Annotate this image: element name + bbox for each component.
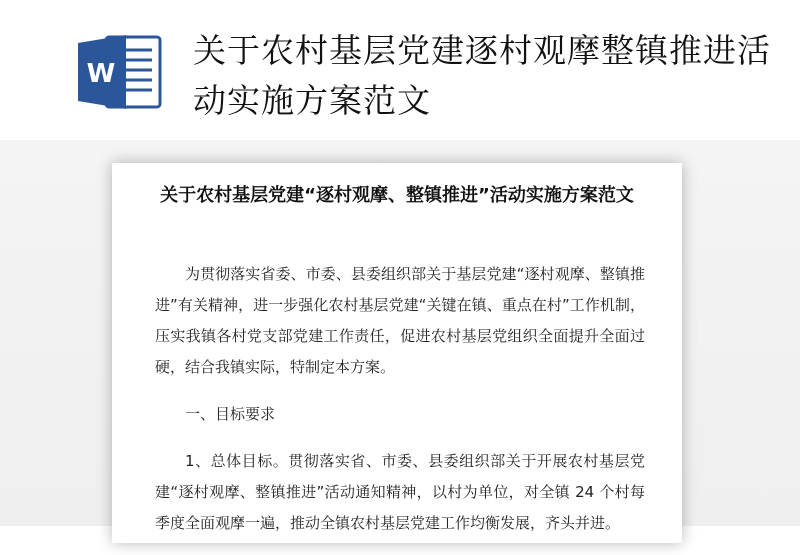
paragraph-intro: 为贯彻落实省委、市委、县委组织部关于基层党建“逐村观摩、整镇推进”有关精神，进一步强化农村基层党建“关键在镇、重点在村”工作机制，压实我镇各村党支部党建工作责任，促进农村基层党组织全面提升全面过硬，结合我镇实际，特制定本方案。 <box>155 265 645 376</box>
document-title: 关于农村基层党建“逐村观摩、整镇推进”活动实施方案范文 <box>160 185 634 206</box>
paragraph-goal: 1、总体目标。贯彻落实省、市委、县委组织部关于开展农村基层党建“逐村观摩、整镇推进”活动通知精神，以村为单位，对全镇 24 个村每季度全面观摩一遍，推动全镇农村基层党建工作均衡发展，齐头并进。 <box>155 452 645 532</box>
document-page <box>112 163 682 543</box>
word-icon-letter: W <box>86 59 116 89</box>
page-title: 关于农村基层党建逐村观摩整镇推进活动实施方案范文 <box>193 31 771 120</box>
header-banner <box>0 0 800 140</box>
section-heading: 一、目标要求 <box>185 405 276 423</box>
document-body <box>155 259 645 555</box>
word-doc-icon <box>76 33 164 111</box>
